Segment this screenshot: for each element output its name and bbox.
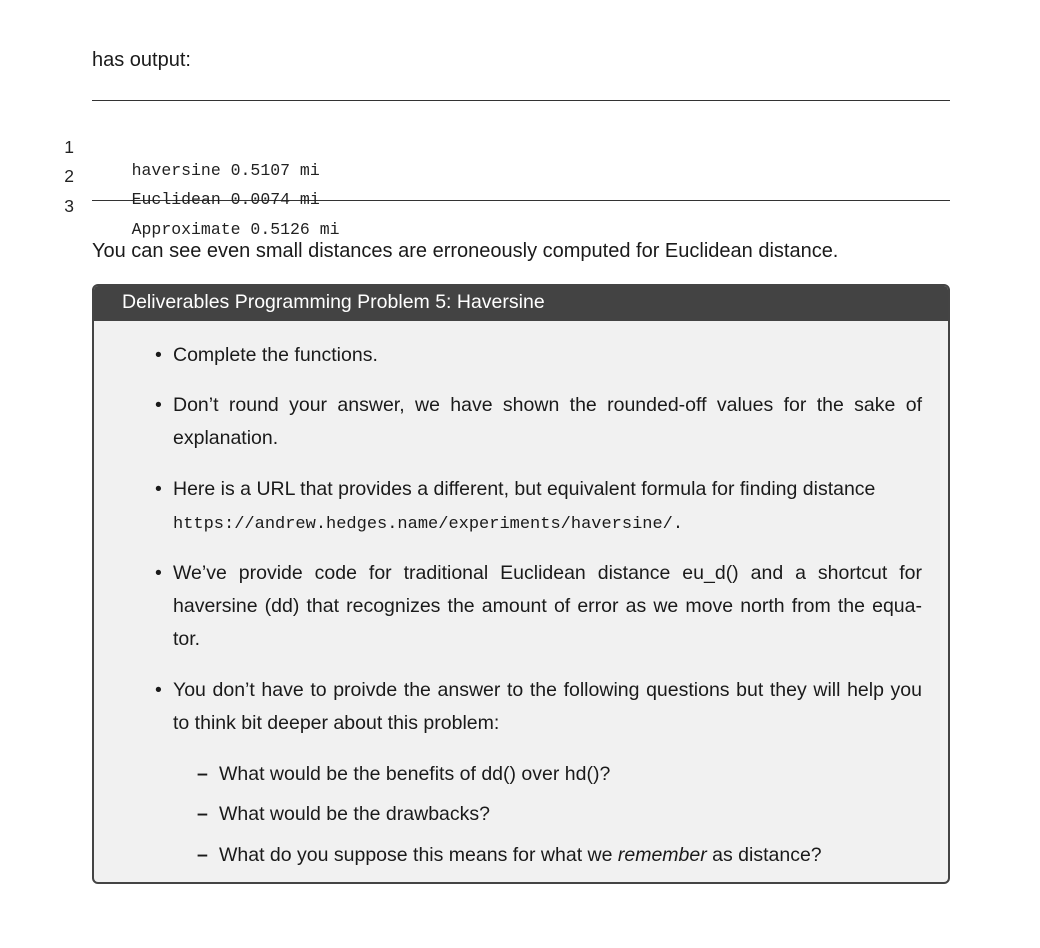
bullet-item	[173, 389, 922, 455]
bullet-text: Complete the functions.	[173, 344, 378, 366]
intro-text: has output:	[92, 49, 191, 71]
code-listing	[64, 100, 950, 239]
body-paragraph: You can see even small distances are erroneously computed for Euclidean distance.	[92, 240, 839, 262]
bullet-text: Don’t round your answer, we have shown the rounded-off values for the sake of explanation.	[173, 394, 922, 449]
sub-bullet-text-end: as distance?	[706, 844, 822, 866]
code-text: haversine 0.5107 mi	[131, 161, 320, 180]
code-line	[64, 111, 320, 180]
sub-bullet-text: What do you suppose this means for what we	[219, 844, 618, 866]
url-text: https://andrew.hedges.name/experiments/haversine/.	[173, 515, 684, 534]
sub-bullet-item	[219, 758, 919, 791]
bullet-item	[173, 557, 922, 656]
code-text: Euclidean 0.0074 mi	[131, 190, 320, 209]
bullet-item	[173, 674, 922, 740]
sub-bullet-text: What would be the benefits of dd() over hd()?	[219, 763, 611, 785]
emphasis-text: remember	[617, 844, 707, 866]
deliverables-title: Deliverables Programming Problem 5: Haversine	[94, 286, 948, 321]
sub-bullet-item	[219, 839, 919, 872]
sub-bullet-text: What would be the drawbacks?	[219, 803, 490, 825]
line-number: 1	[64, 137, 74, 157]
deliverables-box	[92, 284, 950, 884]
bullet-text: We’ve provide code for traditional Euclidean distance eu_d() and a shortcut for haversine (dd) that recognizes the amount of error as we move north from the equa-tor.	[173, 562, 922, 650]
bullet-text: You don’t have to proivde the answer to the following questions but they will help you to think bit deeper about this problem:	[173, 679, 922, 734]
code-text: Approximate 0.5126 mi	[131, 220, 340, 239]
line-number: 3	[64, 196, 74, 216]
sub-bullet-item	[219, 798, 919, 831]
bullet-item	[173, 339, 922, 372]
line-number: 2	[64, 166, 74, 186]
bullet-text: Here is a URL that provides a different, but equivalent formula for finding distance	[173, 478, 876, 500]
bullet-item	[173, 473, 922, 541]
